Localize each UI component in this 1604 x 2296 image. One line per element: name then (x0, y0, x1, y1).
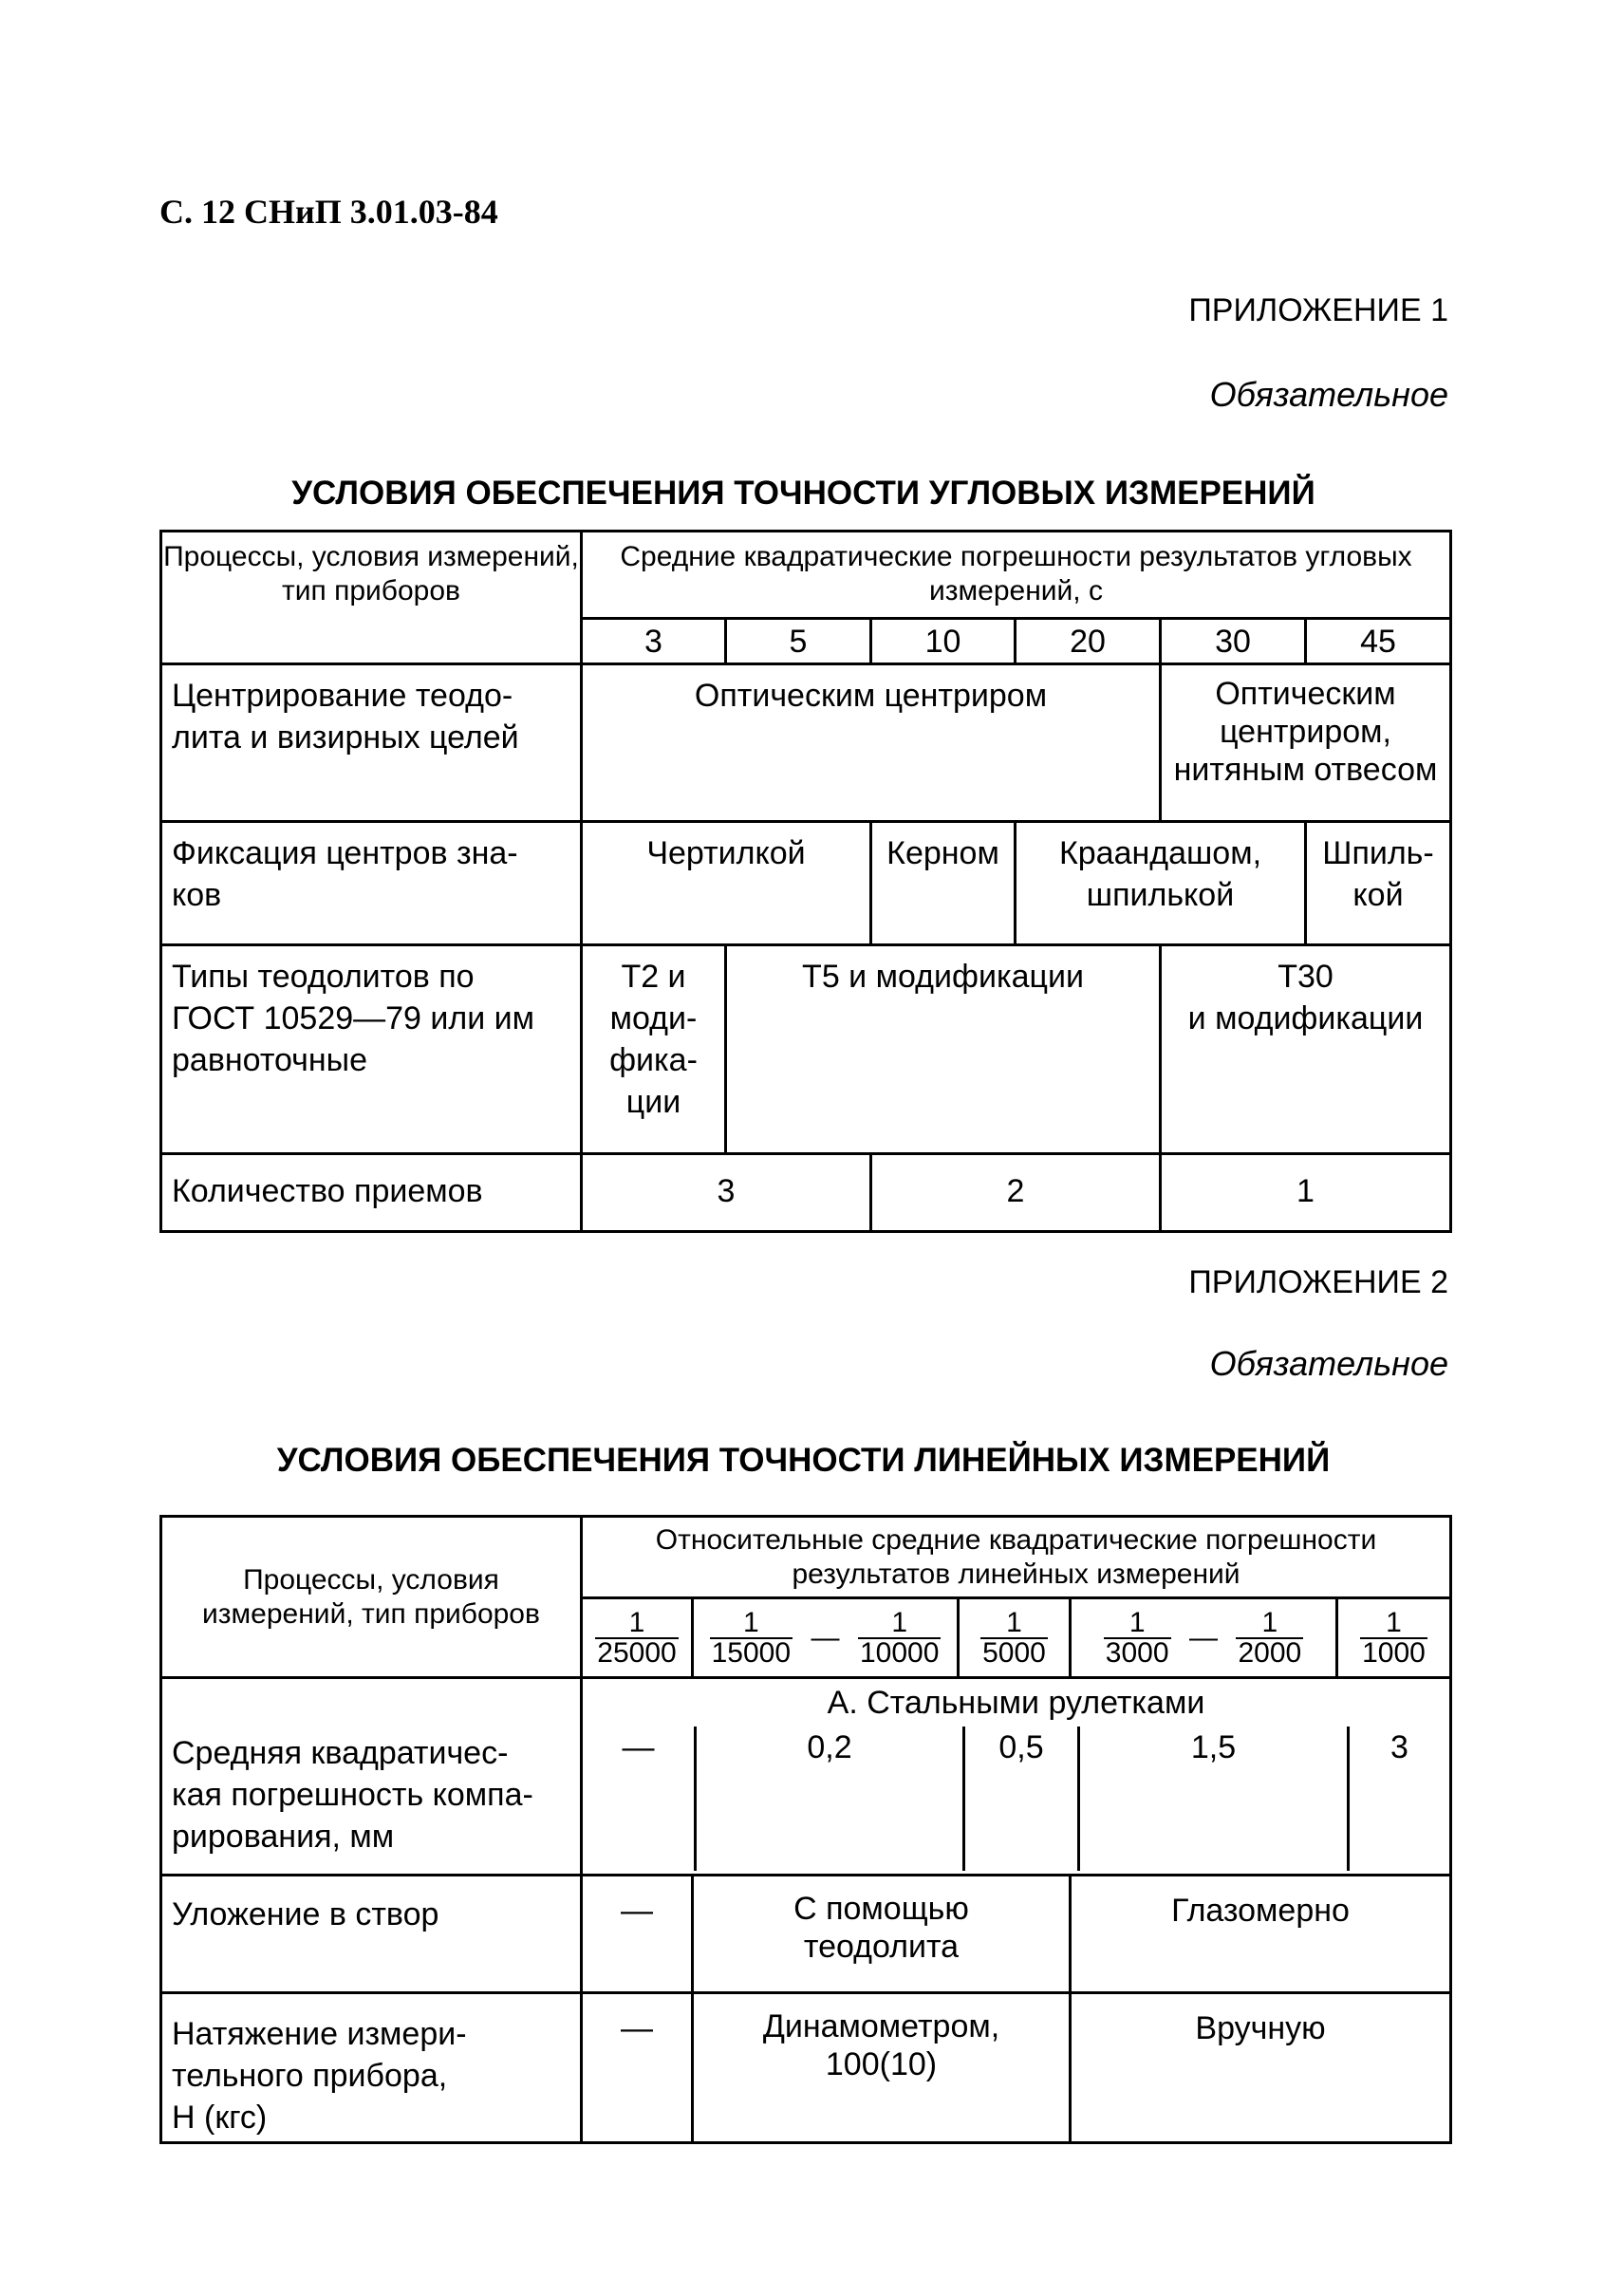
label-line: кая погрешность компа- (172, 1777, 533, 1813)
cell-line: Т30 (1278, 959, 1334, 995)
row-label-alignment: Уложение в створ (161, 1876, 582, 1993)
cell-line: С помощью (793, 1891, 969, 1927)
cell-line: Т2 и (621, 959, 686, 995)
comparison-values (583, 1727, 1449, 1871)
row-label-comparison (161, 1678, 582, 1876)
fraction: $\frac{1}{10000}$ (859, 1606, 940, 1669)
fixing-pencil-cell (1016, 822, 1306, 945)
accuracy-col-header: 45 (1306, 619, 1451, 664)
cell-line: теодолита (803, 1929, 960, 1965)
fraction: $\frac{1}{1000}$ (1362, 1606, 1426, 1669)
receptions-value: 1 (1161, 1154, 1451, 1232)
comparison-value: — (622, 1729, 655, 1765)
row-label-theodolites (161, 945, 582, 1154)
fixing-pin-cell (1306, 822, 1451, 945)
process-column-header (161, 1517, 582, 1678)
appendix-1-title: УСЛОВИЯ ОБЕСПЕЧЕНИЯ ТОЧНОСТИ УГЛОВЫХ ИЗМЕРЕНИЙ (291, 475, 1315, 512)
fraction: $\frac{1}{3000}$ (1105, 1606, 1169, 1669)
appendix-1-label: ПРИЛОЖЕНИЕ 1 (1188, 292, 1448, 328)
cell-line: ции (625, 1084, 681, 1120)
centering-optical-cell: Оптическим центриром (582, 664, 1161, 822)
fixing-punch-cell: Керном (871, 822, 1016, 945)
cell-line: фика- (609, 1042, 698, 1078)
header-line: Процессы, условия (243, 1563, 499, 1596)
angular-accuracy-table (159, 530, 1452, 1233)
accuracy-col-header: 10 (871, 619, 1016, 664)
comparison-value: 0,2 (694, 1727, 962, 1871)
label-line: Типы теодолитов по (172, 959, 475, 995)
appendix-2-status: Обязательное (1209, 1344, 1448, 1383)
alignment-theodolite-cell (693, 1876, 1071, 1993)
cell-line: моди- (609, 1000, 698, 1036)
accuracy-col-header: 20 (1016, 619, 1161, 664)
tension-manual-cell: Вручную (1071, 1993, 1451, 2143)
label-line: лита и визирных целей (172, 719, 519, 756)
page-header: С. 12 СНиП 3.01.03-84 (159, 193, 498, 231)
receptions-value: 2 (871, 1154, 1161, 1232)
cell-line: Динамометром, (762, 2008, 1000, 2044)
fraction: $\frac{1}{2000}$ (1238, 1606, 1302, 1669)
fraction-cell (582, 1598, 693, 1678)
label-line: Натяжение измери- (172, 2016, 467, 2052)
cell-line: нитяным отвесом (1173, 752, 1438, 788)
cell-line: кой (1352, 877, 1404, 913)
cell-line: 100(10) (825, 2046, 938, 2082)
cell-line: Оптическим (1215, 676, 1396, 712)
label-line: Н (кгс) (172, 2100, 268, 2136)
theodolite-t30-cell (1161, 945, 1451, 1154)
receptions-value: 3 (582, 1154, 871, 1232)
tension-dynamometer-cell (693, 1993, 1071, 2143)
cell-line: Шпиль- (1322, 835, 1434, 871)
theodolite-t2-cell (582, 945, 726, 1154)
cell-line: центриром, (1220, 714, 1391, 750)
row-label-receptions: Количество приемов (161, 1154, 582, 1232)
section-a-heading: А. Стальными рулетками (827, 1685, 1205, 1721)
relative-accuracy-group-header: Относительные средние квадратические погрешности результатов линейных измерений (582, 1517, 1451, 1598)
alignment-eye-cell: Глазомерно (1071, 1876, 1451, 1993)
accuracy-group-header: Средние квадратические погрешности результатов угловых измерений, с (582, 532, 1451, 619)
label-line: Фиксация центров зна- (172, 835, 518, 871)
label-line: Средняя квадратичес- (172, 1735, 509, 1771)
linear-accuracy-table (159, 1515, 1452, 2144)
label-line: тельного прибора, (172, 2058, 448, 2094)
label-line: ков (172, 877, 222, 913)
range-dash: — (811, 1621, 840, 1653)
fraction-range-cell (693, 1598, 959, 1678)
label-line: ГОСТ 10529—79 или им (172, 1000, 535, 1036)
appendix-1-status: Обязательное (1209, 375, 1448, 414)
label-line: Центрирование теодо- (172, 678, 513, 714)
fraction-cell (959, 1598, 1071, 1678)
comparison-value: 1,5 (1077, 1727, 1347, 1871)
row-label-centering (161, 664, 582, 822)
fraction: $\frac{1}{25000}$ (597, 1606, 677, 1669)
fixing-scriber-cell: Чертилкой (582, 822, 871, 945)
fraction: $\frac{1}{5000}$ (982, 1606, 1046, 1669)
cell-line: и модификации (1187, 1000, 1424, 1036)
comparison-value: 3 (1347, 1727, 1449, 1871)
centering-optical-plumb-cell (1161, 664, 1451, 822)
header-line: измерений, тип приборов (202, 1597, 540, 1630)
theodolite-t5-cell: Т5 и модификации (726, 945, 1161, 1154)
cell-line: шпилькой (1086, 877, 1235, 913)
fraction-cell (1337, 1598, 1451, 1678)
fraction: $\frac{1}{15000}$ (711, 1606, 792, 1669)
row-label-fixing (161, 822, 582, 945)
accuracy-col-header: 30 (1161, 619, 1306, 664)
process-column-header: Процессы, условия измерений, тип приборов (161, 532, 582, 664)
cell-line: Краандашом, (1058, 835, 1262, 871)
tension-value: — (582, 1993, 693, 2143)
label-line: рирования, мм (172, 1819, 395, 1855)
accuracy-col-header: 3 (582, 619, 726, 664)
appendix-2-label: ПРИЛОЖЕНИЕ 2 (1188, 1264, 1448, 1300)
appendix-2-title: УСЛОВИЯ ОБЕСПЕЧЕНИЯ ТОЧНОСТИ ЛИНЕЙНЫХ ИЗМЕРЕНИЙ (276, 1442, 1331, 1479)
label-line: равноточные (172, 1042, 368, 1078)
comparison-value: 0,5 (962, 1727, 1077, 1871)
alignment-value: — (582, 1876, 693, 1993)
accuracy-col-header: 5 (726, 619, 871, 664)
steel-tape-section (582, 1678, 1451, 1876)
fraction-range-cell (1071, 1598, 1337, 1678)
row-label-tension (161, 1993, 582, 2143)
range-dash: — (1189, 1621, 1218, 1653)
